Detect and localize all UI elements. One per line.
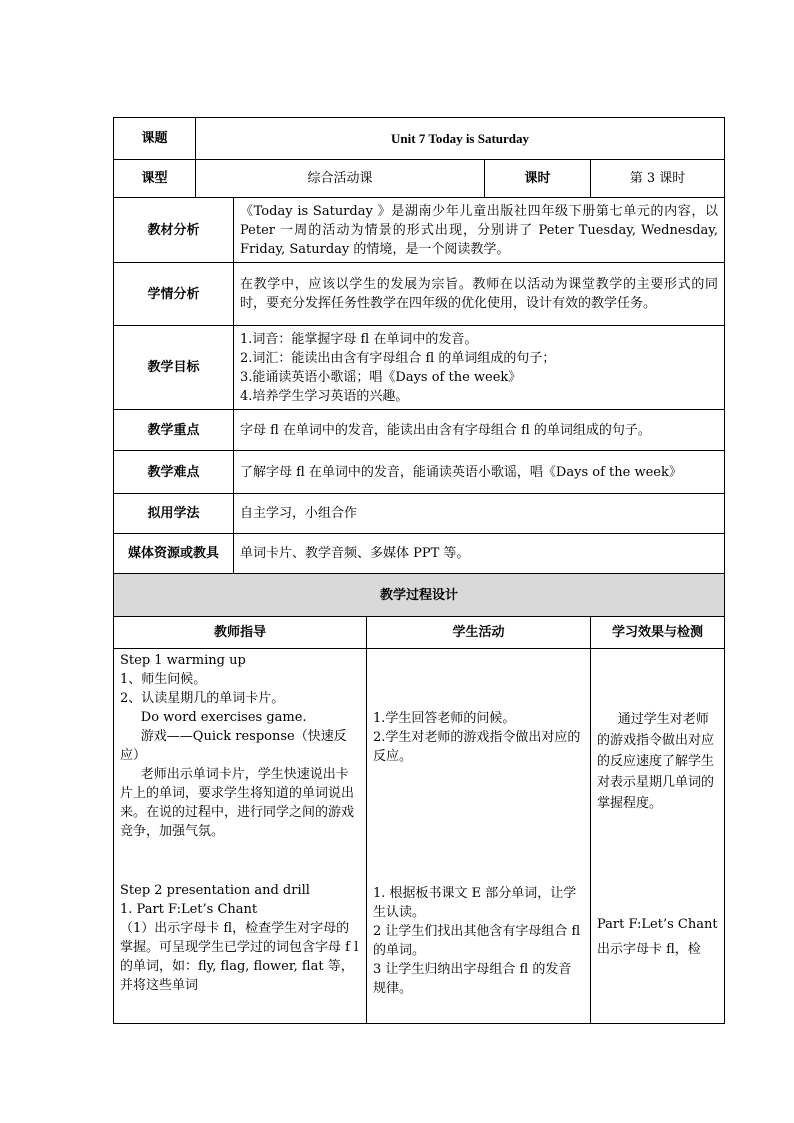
row-learner-analysis bbox=[114, 263, 725, 326]
label-topic: 课题 bbox=[114, 118, 196, 160]
row-key-points bbox=[114, 410, 725, 451]
learner-analysis-text: 在教学中，应该以学生的发展为宗旨。教师在以活动为课堂教学的主要形式的同时，要充分发挥任务性教学在四年级的优化使用，设计有效的教学任务。 bbox=[234, 263, 725, 326]
objective-item: 2.词汇：能读出由含有字母组合 fl 的单词组成的句子； bbox=[240, 350, 556, 366]
activity-line: 3 让学生归纳出字母组合 fl 的发音规律。 bbox=[373, 962, 572, 996]
row-section-title bbox=[114, 574, 725, 617]
methods-text: 自主学习，小组合作 bbox=[234, 494, 725, 534]
row-difficulties bbox=[114, 451, 725, 494]
label-material-analysis: 教材分析 bbox=[114, 198, 234, 263]
effect-line: 出示字母卡 fl，检 bbox=[597, 942, 701, 957]
lesson-title: Unit 7 Today is Saturday bbox=[196, 118, 725, 160]
row-process-headers bbox=[114, 617, 725, 649]
spacer bbox=[373, 651, 584, 709]
row-media bbox=[114, 534, 725, 574]
period-value: 第 3 课时 bbox=[591, 160, 725, 198]
label-type: 课型 bbox=[114, 160, 196, 198]
learning-effect-cell bbox=[591, 649, 725, 1024]
row-process-body bbox=[114, 649, 725, 1024]
effect-line: Part F:Let’s Chant bbox=[597, 917, 718, 932]
activity-line: 2.学生对老师的游戏指令做出对应的反应。 bbox=[373, 730, 581, 764]
material-analysis-text: 《Today is Saturday 》是湖南少年儿童出版社四年级下册第七单元的内容，以 Peter 一周的活动为情景的形式出现，分别讲了 Peter Tuesday, Wednesday, Friday, Saturday 的情境，是一个阅读教学。 bbox=[234, 198, 725, 263]
step-line: 2、认读星期几的单词卡片。 bbox=[120, 691, 285, 706]
teacher-guidance-cell bbox=[114, 649, 367, 1024]
row-topic bbox=[114, 118, 725, 160]
activity-line: 1. 根据板书课文 E 部分单词，让学生认读。 bbox=[373, 886, 577, 920]
step-heading: Step 1 warming up bbox=[120, 653, 246, 668]
label-media: 媒体资源或教具 bbox=[114, 534, 234, 574]
spacer bbox=[120, 861, 360, 881]
header-learning-effect: 学习效果与检测 bbox=[591, 617, 725, 649]
step-line: Do word exercises game. bbox=[140, 710, 307, 725]
spacer bbox=[597, 651, 718, 709]
objective-item: 3.能诵读英语小歌谣；唱《Days of the week》 bbox=[240, 369, 522, 385]
process-section-title: 教学过程设计 bbox=[114, 574, 725, 617]
label-key-points: 教学重点 bbox=[114, 410, 234, 451]
step-heading: Step 2 presentation and drill bbox=[120, 883, 310, 898]
objective-item: 1.词音：能掌握字母 fl 在单词中的发音。 bbox=[240, 331, 478, 347]
type-value: 综合活动课 bbox=[196, 160, 485, 198]
header-student-activity: 学生活动 bbox=[367, 617, 591, 649]
objectives-list bbox=[234, 326, 725, 410]
label-learner-analysis: 学情分析 bbox=[114, 263, 234, 326]
step-paragraph: （1）出示字母卡 fl，检查学生对字母的掌握。可呈现学生已学过的词包含字母 f l 的单词，如：fly, flag, flower, flat 等，并将这些单词 bbox=[120, 921, 359, 993]
objective-item: 4.培养学生学习英语的兴趣。 bbox=[240, 388, 409, 404]
lesson-plan-table bbox=[113, 117, 725, 1024]
media-text: 单词卡片、教学音频、多媒体 PPT 等。 bbox=[234, 534, 725, 574]
step-line: 1、师生问候。 bbox=[120, 672, 207, 687]
header-teacher-guidance: 教师指导 bbox=[114, 617, 367, 649]
student-activity-cell bbox=[367, 649, 591, 1024]
step-paragraph: 老师出示单词卡片，学生快速说出卡片上的单词，要求学生将知道的单词说出来。在说的过程中，进行同学之间的游戏竞争，加强气氛。 bbox=[120, 767, 355, 839]
difficulties-text: 了解字母 fl 在单词中的发音，能诵读英语小歌谣，唱《Days of the week》 bbox=[234, 451, 725, 494]
row-type bbox=[114, 160, 725, 198]
step-line: 1. Part F:Let’s Chant bbox=[120, 902, 258, 917]
spacer bbox=[373, 766, 584, 884]
activity-line: 2 让学生们找出其他含有字母组合 fl 的单词。 bbox=[373, 924, 581, 958]
spacer bbox=[597, 814, 718, 910]
label-methods: 拟用学法 bbox=[114, 494, 234, 534]
spacer bbox=[120, 841, 360, 861]
key-points-text: 字母 fl 在单词中的发音，能读出由含有字母组合 fl 的单词组成的句子。 bbox=[234, 410, 725, 451]
step-line: 游戏——Quick response（快速反应） bbox=[120, 729, 347, 763]
label-objectives: 教学目标 bbox=[114, 326, 234, 410]
row-objectives bbox=[114, 326, 725, 410]
activity-line: 1.学生回答老师的问候。 bbox=[373, 711, 516, 726]
effect-paragraph: 通过学生对老师的游戏指令做出对应的反应速度了解学生对表示星期几单词的掌握程度。 bbox=[597, 712, 715, 811]
label-difficulties: 教学难点 bbox=[114, 451, 234, 494]
row-methods bbox=[114, 494, 725, 534]
row-material-analysis bbox=[114, 198, 725, 263]
label-period: 课时 bbox=[485, 160, 591, 198]
